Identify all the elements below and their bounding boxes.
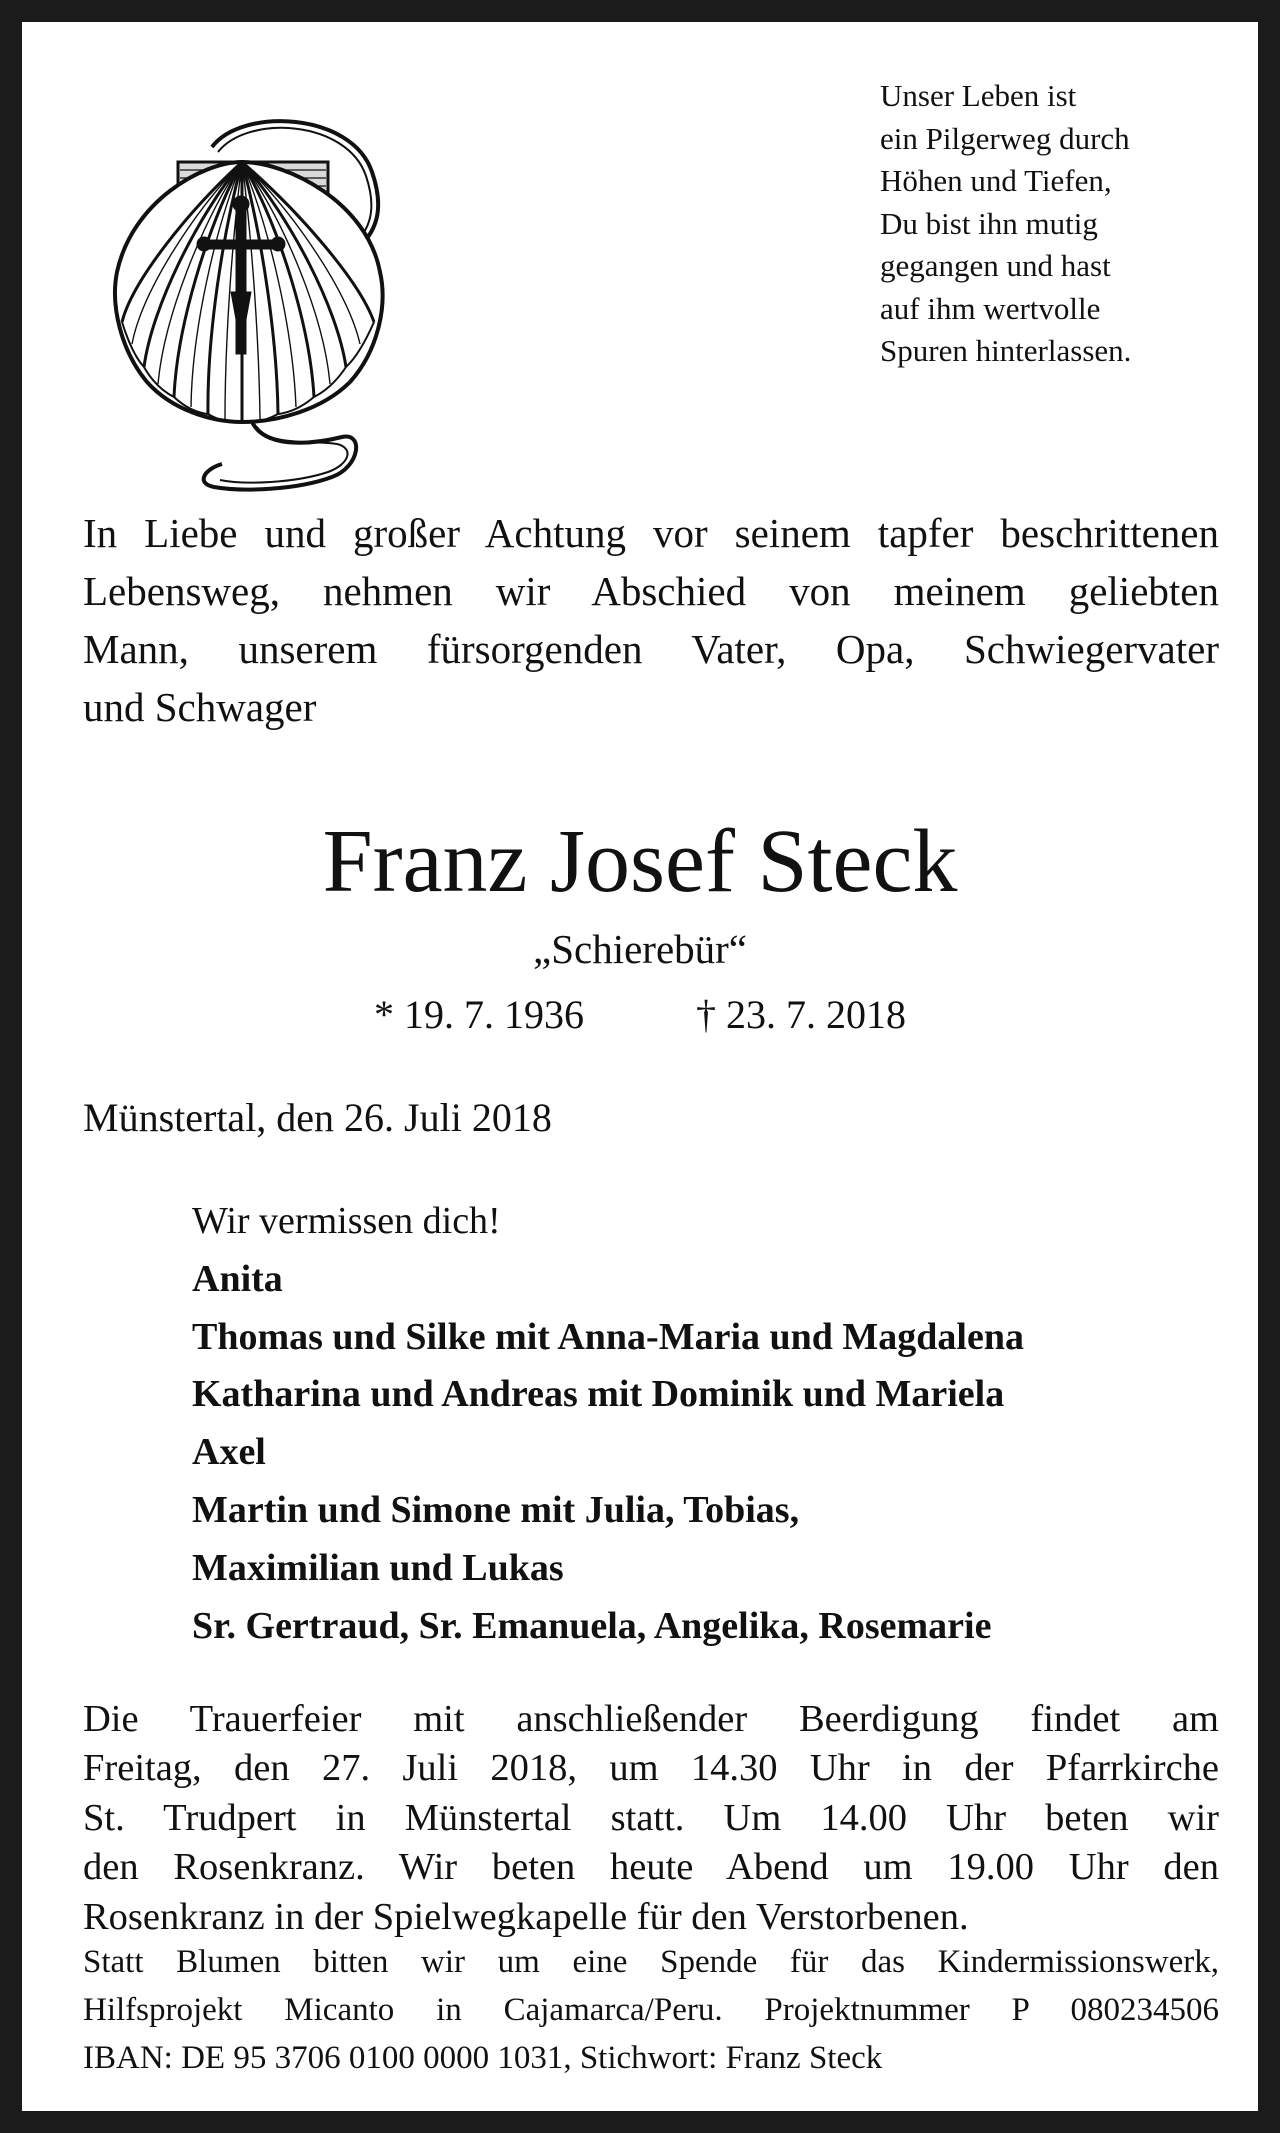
obituary-notice: [22, 22, 1258, 2111]
birth-date: * 19. 7. 1936: [374, 992, 584, 1037]
funeral-line: Freitag, den 27. Juli 2018, um 14.30 Uhr in der Pfarrkirche: [83, 1747, 1219, 1790]
scallop-shell-icon: [92, 92, 422, 512]
death-date: † 23. 7. 2018: [696, 992, 906, 1037]
funeral-line: den Rosenkranz. Wir beten heute Abend um 19.00 Uhr den: [83, 1846, 1219, 1889]
donation-line: IBAN: DE 95 3706 0100 0000 1031, Stichwort: Franz Steck: [83, 2040, 883, 2076]
poem-line: auf ihm wertvolle: [880, 290, 1101, 326]
intro-line: und Schwager: [83, 684, 317, 730]
life-dates: [22, 989, 1258, 1041]
mourner-line: Thomas und Silke mit Anna-Maria und Magdalena: [192, 1315, 1024, 1358]
intro-line: Lebensweg, nehmen wir Abschied von meinem geliebten: [83, 568, 1219, 614]
poem-line: Unser Leben ist: [880, 78, 1077, 113]
funeral-info: [83, 1695, 1219, 1942]
intro-paragraph: [83, 504, 1219, 736]
donation-line: Statt Blumen bitten wir um eine Spende für das Kindermissionswerk,: [83, 1944, 1219, 1980]
funeral-line: Die Trauerfeier mit anschließender Beerdigung findet am: [83, 1698, 1219, 1740]
poem: [880, 75, 1240, 373]
poem-line: Höhen und Tiefen,: [880, 163, 1112, 198]
intro-line: Mann, unserem fürsorgenden Vater, Opa, Schwiegervater: [83, 626, 1219, 672]
place-date: Münstertal, den 26. Juli 2018: [83, 1095, 552, 1140]
poem-line: Spuren hinterlassen.: [880, 333, 1132, 368]
poem-line: ein Pilgerweg durch: [880, 120, 1130, 156]
poem-line: Du bist ihn mutig: [880, 205, 1098, 241]
mourners-intro: Wir vermissen dich!: [192, 1200, 501, 1242]
poem-line: gegangen und hast: [880, 248, 1111, 283]
mourners-list: [192, 1193, 1232, 1655]
deceased-name: Franz Josef Steck: [322, 812, 958, 911]
mourner-line: Anita: [192, 1257, 283, 1300]
mourner-line: Sr. Gertraud, Sr. Emanuela, Angelika, Rosemarie: [192, 1604, 992, 1647]
deceased-nickname: „Schierebür“: [533, 926, 747, 972]
mourner-line: Axel: [192, 1431, 266, 1474]
mourner-line: Martin und Simone mit Julia, Tobias,: [192, 1488, 800, 1531]
mourner-line: Maximilian und Lukas: [192, 1546, 564, 1589]
donation-info: [83, 1938, 1219, 2082]
funeral-line: Rosenkranz in der Spielwegkapelle für den Verstorbenen.: [83, 1895, 969, 1938]
donation-line: Hilfsprojekt Micanto in Cajamarca/Peru. Projektnummer P 080234506: [83, 1992, 1219, 2028]
funeral-line: St. Trudpert in Münstertal statt. Um 14.00 Uhr beten wir: [83, 1796, 1219, 1839]
mourner-line: Katharina und Andreas mit Dominik und Mariela: [192, 1373, 1005, 1416]
intro-line: In Liebe und großer Achtung vor seinem tapfer beschrittenen: [83, 510, 1219, 556]
